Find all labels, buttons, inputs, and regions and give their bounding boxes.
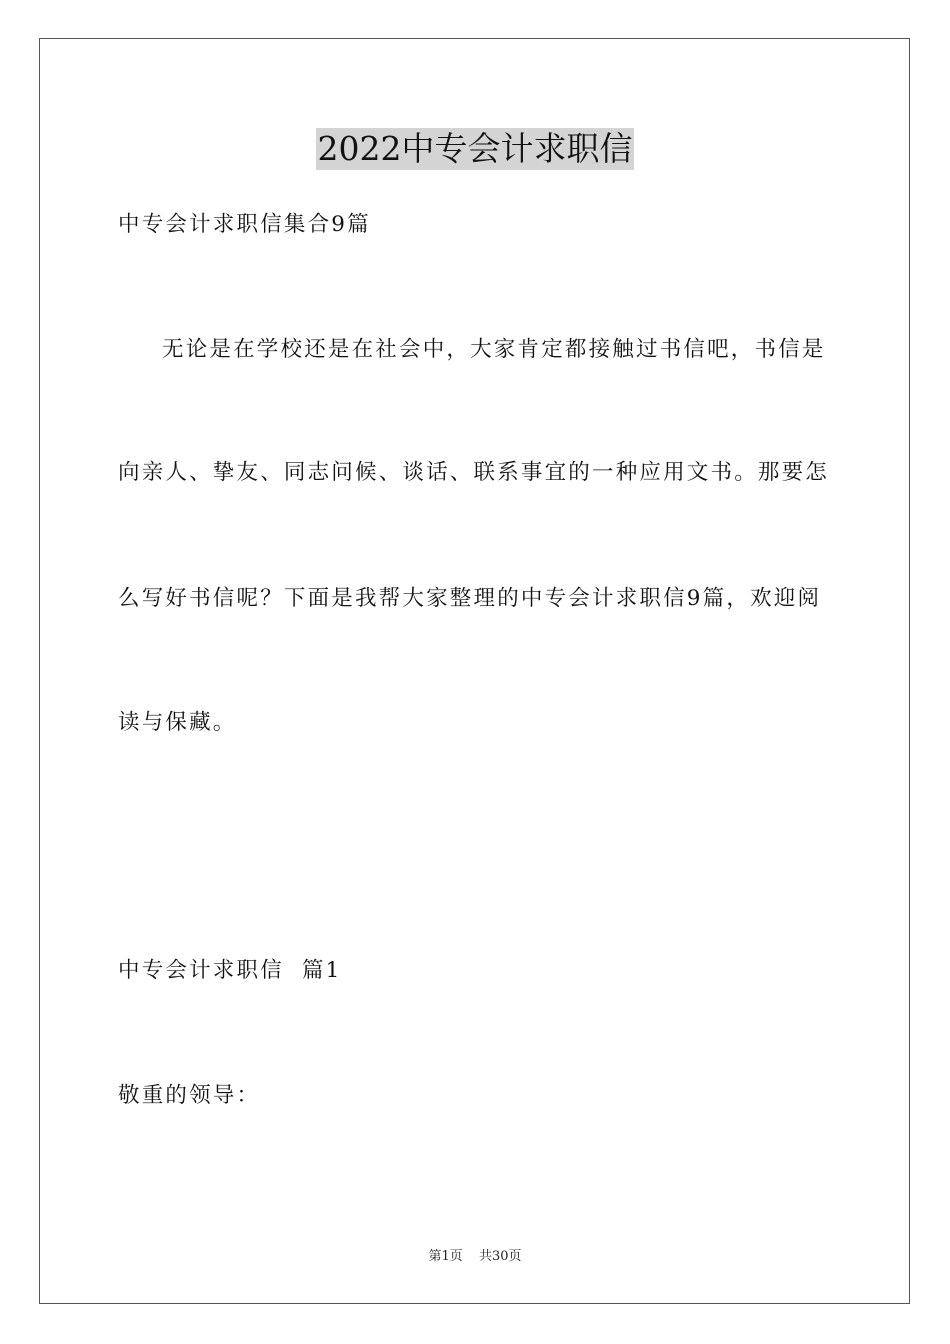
document-title: 2022中专会计求职信 [317,129,633,168]
intro-paragraph-line-1: 无论是在学校还是在社会中，大家肯定都接触过书信吧，书信是 [162,337,826,362]
document-subtitle: 中专会计求职信集合9篇 [118,212,371,237]
intro-paragraph-line-4: 读与保藏。 [118,710,237,735]
salutation: 敬重的领导： [118,1083,261,1108]
page-footer [0,1248,950,1266]
intro-paragraph-line-2: 向亲人、挚友、同志问候、谈话、联系事宜的一种应用文书。那要怎 [118,460,830,485]
page-number: 第1页 [428,1249,463,1264]
title-container [0,128,950,170]
section-heading: 中专会计求职信 篇1 [118,958,342,983]
total-pages: 共30页 [478,1249,522,1264]
intro-paragraph-line-3: 么写好书信呢？下面是我帮大家整理的中专会计求职信9篇，欢迎阅 [118,586,822,611]
